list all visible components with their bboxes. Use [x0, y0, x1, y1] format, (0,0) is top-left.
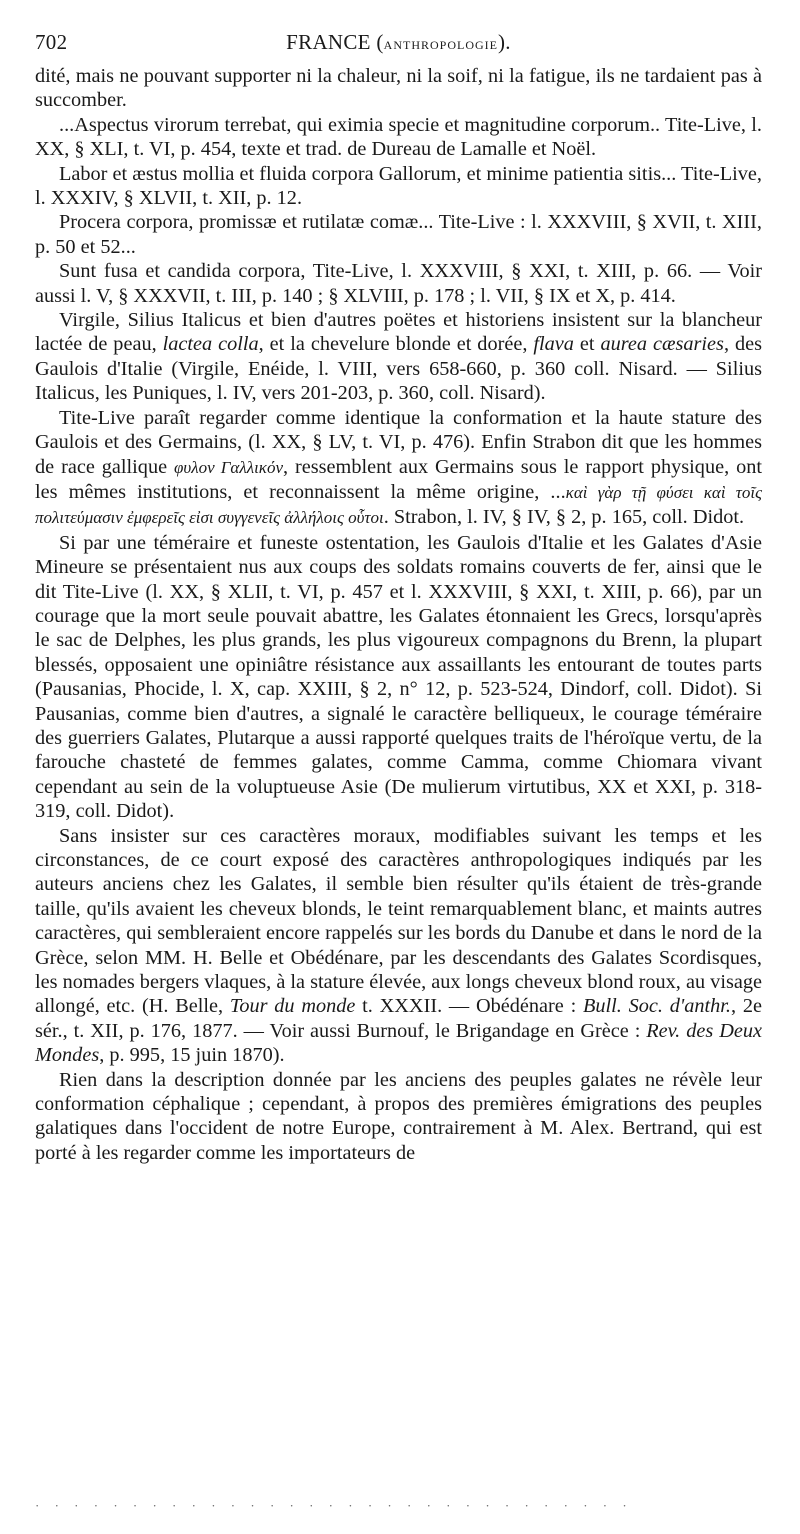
paragraph [35, 308, 762, 406]
page-header [35, 30, 762, 64]
running-title-main: FRANCE ( [286, 30, 384, 54]
italic-text: aurea cæsaries [600, 333, 724, 356]
text-run: . Strabon, l. IV, § IV, § 2, p. 165, coll. Didot. [383, 506, 745, 529]
text-run: Tite-Live paraît regarder comme identique la conformation et la haute stature des Gaulois et des Germains, (l. XX, § LV, t. VI, p. 476). Enfin Strabon dit que les hommes de race gallique [35, 406, 762, 478]
running-title-subtitle: anthropologie [383, 34, 498, 53]
text-run: Si par une téméraire et funeste ostentation, les Gaulois d'Italie et les Galates d'Asie Mineure se présentaient nus aux coups des soldats romains couverts de fer, ainsi que le dit Tite-Live (l. XX, § XLII, t. VI, p. 457 et l. XXXVIII, § XXI, t. XIII, p. 66), par un courage que la mort seule pouvait abattre, les Galates étonnaient les Grecs, lorsqu'après le sac de Delphes, les plus grands, les plus vigoureux compagnons du Brenn, la plupart blessés, opposaient une opiniâtre résistance aux assaillants les entourant de toutes parts (Pausanias, Phocide, l. X, cap. XXIII, § 2, n° 12, p. 523-524, Dindorf, coll. Didot). Si Pausanias, comme bien d'autres, a signalé le caractère belliqueux, le courage téméraire des guerriers Galates, Plutarque a aussi rapporté quelques traits de l'héroïque vertu, de la farouche chasteté de femmes galates, comme Camma, comme Chiomara vivant cependant au sein de la voluptueuse Asie (De mulierum virtutibus, XX et XXI, p. 318-319, coll. Didot). [35, 531, 762, 823]
body-text [35, 64, 762, 1165]
italic-text: lactea colla [162, 333, 259, 356]
paragraph [35, 406, 762, 531]
text-run: Procera corpora, promissæ et rutilatæ comæ... Tite-Live : l. XXXVIII, § XVII, t. XIII, p. 50 et 52... [35, 211, 762, 258]
text-run: , ressemblent aux Germains sous le rapport physique, ont les mêmes institutions, et reconnaissent la même origine, ... [35, 455, 763, 503]
paragraph [35, 824, 762, 1068]
paragraph [35, 531, 762, 824]
text-run: t. XXXII. — Obédénare : [355, 995, 583, 1018]
paragraph [35, 64, 762, 113]
greek-text: καὶ γὰρ τῇ φύσει καὶ τοῖς πολιτεύμασιν ἐμφερεῖς εἰσι συγγενεῖς ἀλλήλοις οὗτοι [35, 482, 763, 528]
running-title-end: ). [497, 30, 511, 54]
text-run: Virgile, Silius Italicus et bien d'autres poëtes et historiens insistent sur la blancheur lactée de peau, [35, 309, 762, 356]
italic-text: Tour du monde [229, 995, 356, 1018]
text-run: , p. 995, 15 juin 1870). [99, 1044, 285, 1067]
text-run: , et la chevelure blonde et dorée, [258, 333, 534, 356]
italic-text: Bull. Soc. d'anthr. [582, 995, 731, 1018]
text-run: Rien dans la description donnée par les anciens des peuples galates ne révèle leur conformation céphalique ; cependant, à propos des premières émigrations des peuples galatiques dans l'occident de notre Europe, contrairement à M. Alex. Bertrand, qui est porté à les regarder comme les importateurs de [35, 1068, 762, 1164]
paragraph [35, 259, 762, 308]
text-run: Sans insister sur ces caractères moraux, modifiables suivant les temps et les circonstances, de ce court exposé des caractères anthropologiques indiqués par les auteurs anciens chez les Galates, il semble bien résulter qu'ils étaient de très-grande taille, qu'ils avaient les cheveux blonds, le teint remarquablement blanc, et maints autres caractères, qui sembleraient encore rappelés sur les bords du Danube et dans le nord de la Grèce, selon MM. H. Belle et Obédénare, par les descendants des Galates Scordisques, les nomades bergers vlaques, à la stature élevée, aux longs cheveux blond roux, au visage allongé, etc. (H. Belle, [35, 824, 762, 1018]
paragraph [35, 1068, 762, 1166]
paragraph [35, 162, 762, 211]
text-run: Labor et æstus mollia et fluida corpora Gallorum, et minime patientia sitis... Tite-Live, l. XXXIV, § XLVII, t. XII, p. 12. [35, 162, 762, 210]
text-run: , 2e sér., t. XII, p. 176, 1877. — Voir aussi Burnouf, le Brigandage en Grèce : [35, 995, 762, 1042]
page-number: 702 [35, 30, 68, 54]
text-run: dité, mais ne pouvant supporter ni la chaleur, ni la soif, ni la fatigue, ils ne tardaient pas à succomber. [35, 65, 762, 112]
page-footer-dots: · · · · · · · · · · · · · · · · · · · · · · · · · · · · · · · [35, 1498, 633, 1513]
paragraph [35, 210, 762, 259]
text-run: ...Aspectus virorum terrebat, qui eximia specie et magnitudine corporum.. Tite-Live, l. XX, § XLI, t. VI, p. 454, texte et trad. de Dureau de Lamalle et Noël. [35, 113, 762, 161]
paragraph [35, 113, 762, 162]
text-run: et [573, 333, 601, 356]
running-title [35, 30, 762, 55]
italic-text: Rev. des Deux Mondes [35, 1019, 762, 1067]
greek-text: φυλον Γαλλικόν [174, 457, 284, 477]
text-run: , des Gaulois d'Italie (Virgile, Enéide, l. VIII, vers 658-660, p. 360 coll. Nisard. — Silius Italicus, les Puniques, l. IV, vers 201-203, p. 360, coll. Nisard). [35, 333, 762, 405]
text-run: Sunt fusa et candida corpora, Tite-Live, l. XXXVIII, § XXI, t. XIII, p. 66. — Voir aussi l. V, § XXXVII, t. III, p. 140 ; § XLVIII, p. 178 ; l. VII, § IX et X, p. 414. [35, 260, 762, 307]
italic-text: flava [533, 333, 574, 356]
